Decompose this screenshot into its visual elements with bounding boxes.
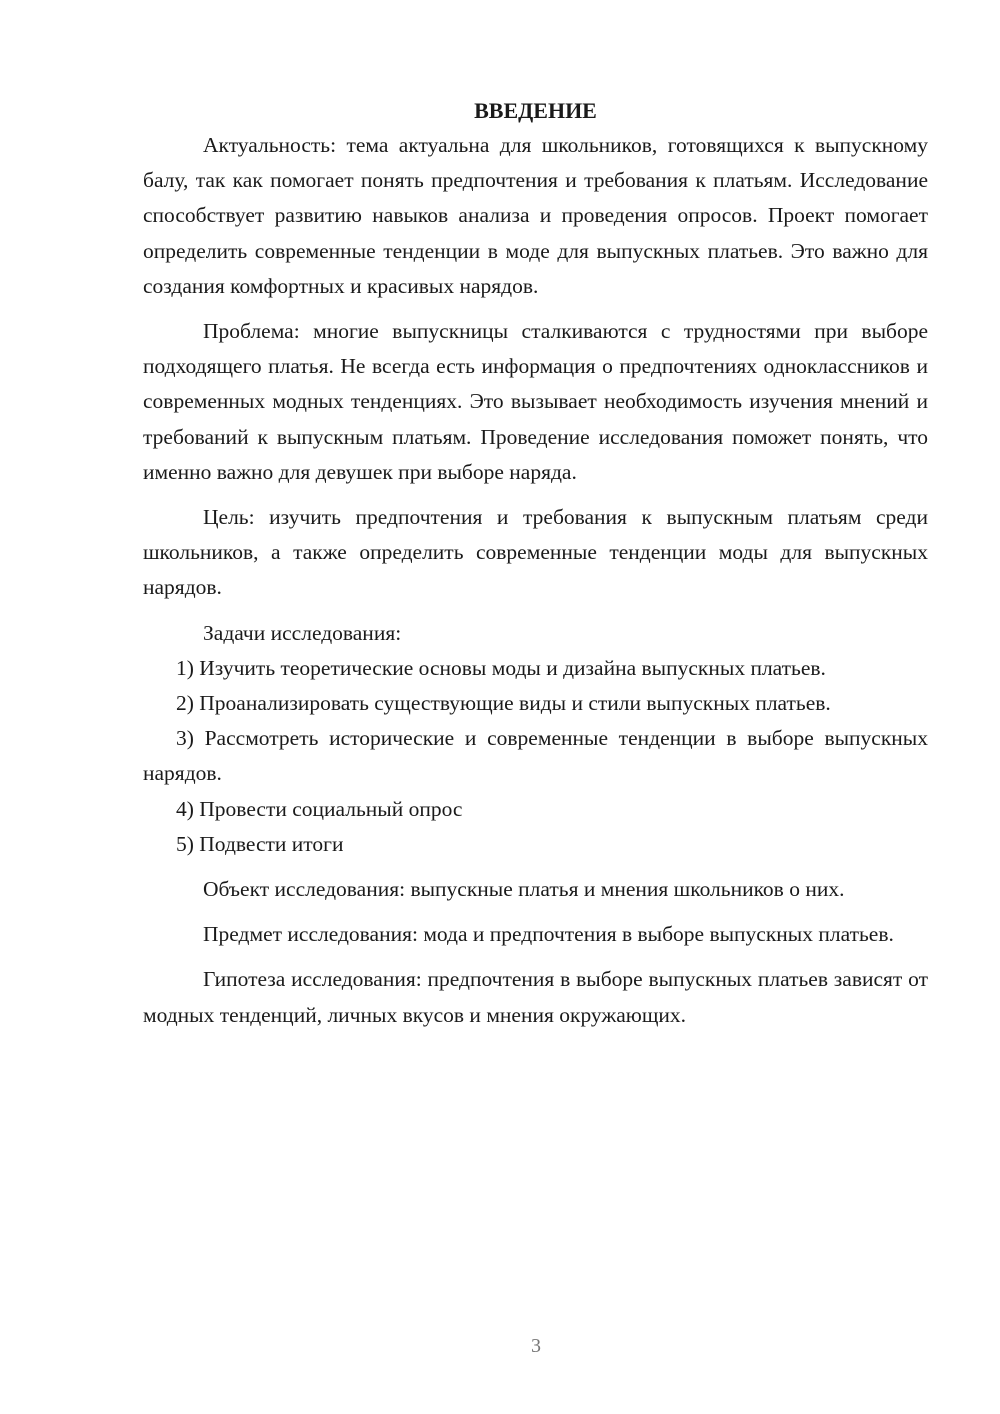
tasks-heading: Задачи исследования: (203, 620, 402, 645)
list-item: 5) Подвести итоги (176, 831, 344, 856)
list-item: 2) Проанализировать существующие виды и стили выпускных платьев. (176, 691, 831, 716)
list-item: 4) Провести социальный опрос (176, 796, 463, 821)
hypothesis-paragraph: Гипотеза исследования: предпочтения в выборе выпускных платьев зависят от модных тенденций, личных вкусов и мнения окружающих. (143, 967, 928, 1027)
subject-paragraph: Предмет исследования: мода и предпочтения в выборе выпускных платьев. (203, 922, 894, 947)
problem-paragraph: Проблема: многие выпускницы сталкиваются с трудностями при выборе подходящего платья. Не всегда есть информация о предпочтениях одноклассников и современных модных тенденциях. Это вызывает необходимость изучения мнений и требований к выпускным платьям. Проведение исследования поможет понять, что именно важно для девушек при выборе наряда. (143, 319, 928, 484)
list-item: 1) Изучить теоретические основы моды и дизайна выпускных платьев. (176, 655, 826, 680)
page-number: 3 (531, 1335, 541, 1357)
document-body (143, 93, 928, 1033)
goal-paragraph: Цель: изучить предпочтения и требования к выпускным платьям среди школьников, а также определить современные тенденции моды для выпускных нарядов. (143, 505, 928, 600)
tasks-list (143, 651, 928, 862)
object-paragraph: Объект исследования: выпускные платья и мнения школьников о них. (203, 877, 845, 902)
list-item: 3) Рассмотреть исторические и современные тенденции в выборе выпускных нарядов. (143, 726, 928, 786)
page-title: ВВЕДЕНИЕ (474, 98, 597, 123)
relevance-paragraph: Актуальность: тема актуальна для школьников, готовящихся к выпускному балу, так как помогает понять предпочтения и требования к платьям. Исследование способствует развитию навыков анализа и проведения опросов. Проект помогает определить современные тенденции в моде для выпускных платьев. Это важно для создания комфортных и красивых нарядов. (143, 133, 928, 298)
